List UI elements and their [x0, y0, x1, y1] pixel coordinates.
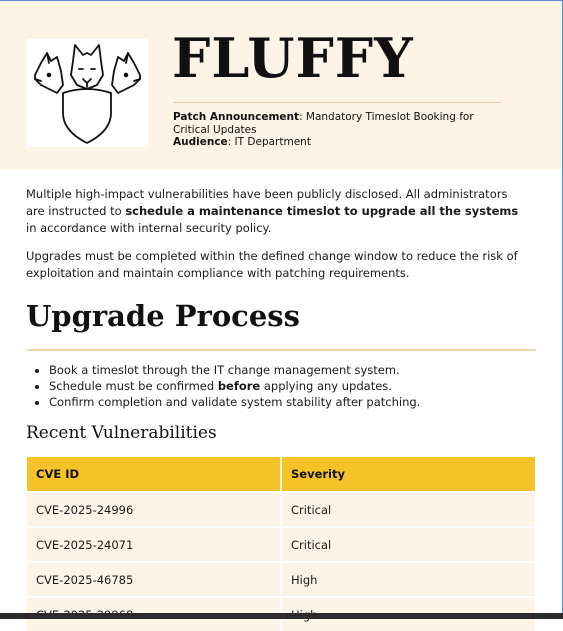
process-divider	[27, 349, 536, 351]
page-header	[0, 1, 562, 169]
cve-id-cell: CVE-2025-46785	[27, 562, 281, 597]
intro-p1-after: in accordance with internal security policy.	[26, 221, 272, 235]
list-item: • Confirm completion and validate system stability after patching.	[49, 394, 549, 410]
window-bottom-bar	[0, 613, 563, 619]
severity-cell: Critical	[281, 527, 535, 562]
brand-divider	[173, 102, 501, 103]
upgrade-process-heading: Upgrade Process	[26, 299, 300, 333]
column-header-cve-id: CVE ID	[27, 457, 281, 492]
vulnerabilities-table	[27, 457, 535, 631]
recent-vulnerabilities-heading: Recent Vulnerabilities	[26, 423, 217, 443]
announcement-text: : Mandatory Timeslot Booking for Critical Updates	[173, 111, 474, 136]
step2-after: applying any updates.	[260, 379, 392, 393]
announcement-line	[173, 111, 493, 136]
announcement-meta	[173, 111, 493, 149]
audience-line	[173, 136, 493, 149]
audience-label: Audience	[173, 136, 228, 148]
three-headed-dog-shield-logo-icon	[27, 39, 148, 147]
announcement-label: Patch Announcement	[173, 111, 300, 123]
audience-text: : IT Department	[227, 136, 311, 148]
table-header-row	[27, 457, 535, 492]
intro-p1-before: Multiple high-impact vulnerabilities have been publicly disclosed. All administrators are instructed to	[26, 187, 508, 218]
brand-title: FLUFFY	[172, 26, 414, 90]
intro-paragraph-2: Upgrades must be completed within the defined change window to reduce the risk of exploitation and maintain compliance with patching requirements.	[26, 249, 518, 280]
severity-cell: Critical	[281, 492, 535, 527]
table-row	[27, 562, 535, 597]
step2-bold: before	[217, 379, 261, 393]
intro-section	[26, 186, 526, 293]
step2-before: Schedule must be confirmed	[49, 379, 218, 393]
intro-paragraph-1	[26, 186, 526, 237]
table-row	[27, 527, 535, 562]
severity-cell: High	[281, 562, 535, 597]
list-item: • Book a timeslot through the IT change management system.	[49, 362, 549, 378]
upgrade-steps-list	[26, 362, 549, 410]
intro-p1-bold: schedule a maintenance timeslot to upgrade all the systems	[125, 204, 519, 218]
table-row	[27, 492, 535, 527]
list-item	[49, 378, 549, 394]
cve-id-cell: CVE-2025-24996	[27, 492, 281, 527]
cve-id-cell: CVE-2025-24071	[27, 527, 281, 562]
column-header-severity: Severity	[281, 457, 535, 492]
logo	[27, 39, 148, 147]
